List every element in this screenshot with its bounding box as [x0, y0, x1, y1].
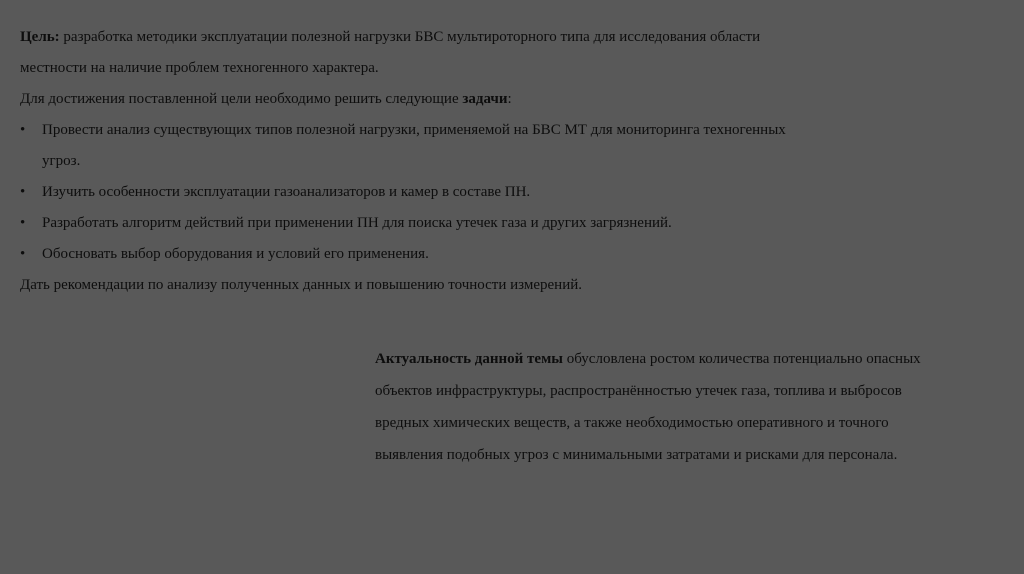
task-item	[20, 239, 900, 270]
relevance-line-1	[375, 343, 1015, 375]
relevance-line-3: вредных химических веществ, а также необходимостью оперативного и точного	[375, 415, 889, 431]
task-text-continued: угроз.	[42, 153, 81, 169]
relevance-keyword: Актуальность данной темы	[375, 351, 563, 367]
task-text: Изучить особенности эксплуатации газоанализаторов и камер в составе ПН.	[42, 184, 531, 200]
tasks-intro-text: Для достижения поставленной цели необходимо решить следующие	[20, 91, 463, 107]
relevance-section	[375, 343, 1015, 471]
tasks-intro	[20, 84, 900, 115]
bullet-icon: •	[20, 246, 26, 262]
bullet-icon: •	[20, 122, 26, 138]
tasks-keyword: задачи	[462, 91, 508, 107]
bullet-icon: •	[20, 215, 26, 231]
goal-line-2: местности на наличие проблем техногенного характера.	[20, 60, 379, 76]
task-item	[20, 208, 900, 239]
relevance-line-2: объектов инфраструктуры, распространённостью утечек газа, топлива и выбросов	[375, 383, 902, 399]
bullet-icon: •	[20, 184, 26, 200]
goal-text-1: разработка методики эксплуатации полезной нагрузки БВС мультироторного типа для исследования области	[59, 29, 761, 45]
task-item	[20, 177, 900, 208]
relevance-text-1: обусловлена ростом количества потенциально опасных	[563, 351, 921, 367]
goal-label: Цель:	[20, 29, 60, 45]
relevance-line-4: выявления подобных угроз с минимальными затратами и рисками для персонала.	[375, 447, 898, 463]
goal-line-1	[20, 22, 900, 53]
tasks-intro-colon: :	[507, 91, 512, 107]
task-text: Провести анализ существующих типов полезной нагрузки, применяемой на БВС МТ для мониторинга техногенных	[42, 122, 786, 138]
task-text: Разработать алгоритм действий при применении ПН для поиска утечек газа и других загрязнений.	[42, 215, 672, 231]
task-text: Обосновать выбор оборудования и условий его применения.	[42, 246, 429, 262]
recommendation-text: Дать рекомендации по анализу полученных данных и повышению точности измерений.	[20, 277, 583, 293]
task-item	[20, 115, 900, 177]
goal-and-tasks-section	[20, 22, 900, 301]
